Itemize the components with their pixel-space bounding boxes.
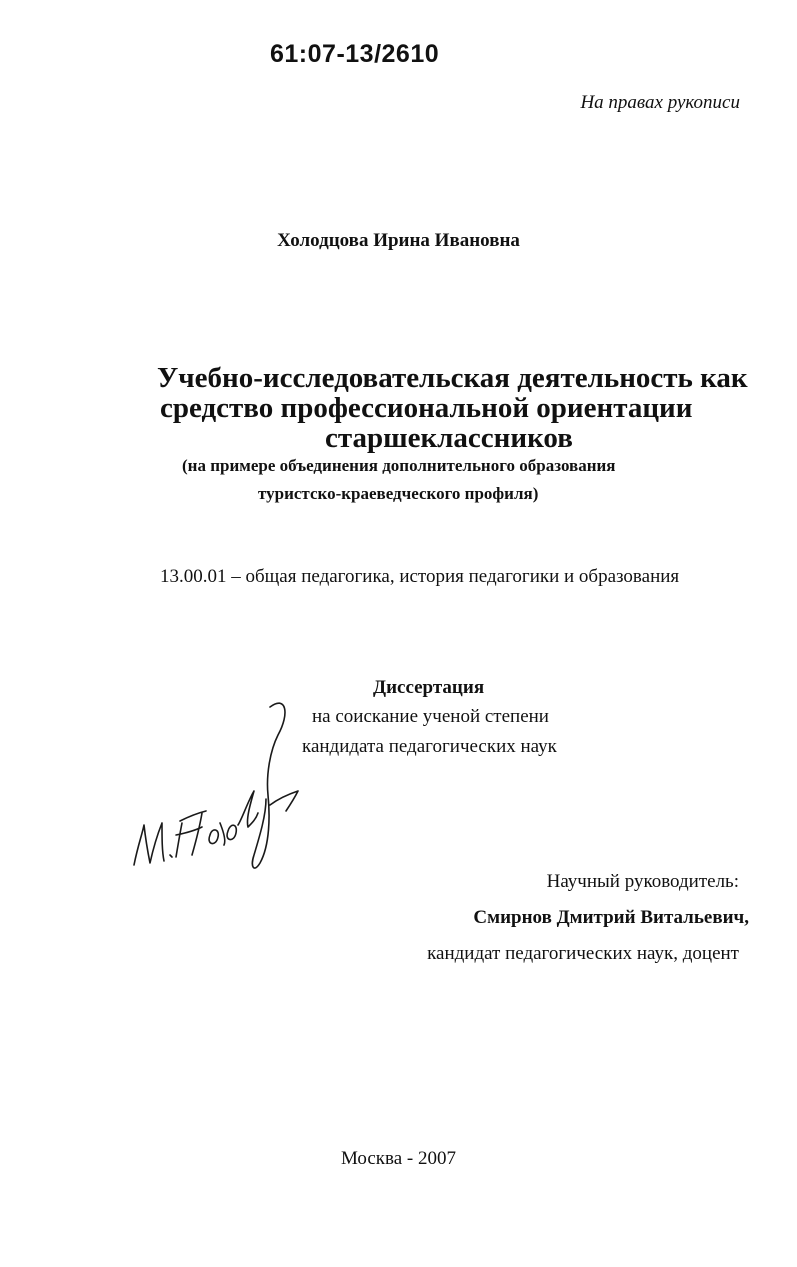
signature-stroke-tail: [270, 791, 298, 811]
catalog-number: 61:07-13/2610: [270, 40, 440, 68]
handwritten-signature: [120, 695, 305, 880]
title-line-2: средство профессиональной ориентации: [160, 392, 693, 424]
subtitle-line-1: (на примере объединения дополнительного образования: [182, 456, 616, 475]
supervisor-name: Смирнов Дмитрий Витальевич,: [473, 907, 749, 928]
city-year: Москва - 2007: [340, 1148, 457, 1169]
subtitle-line-2: туристско-краеведческого профиля): [258, 484, 539, 503]
title-line-3: старшеклассников: [325, 422, 573, 454]
signature-stroke-i: [134, 823, 164, 865]
supervisor-label: Научный руководитель:: [546, 871, 739, 892]
signature-stroke-kh: [176, 811, 206, 857]
signature-stroke-olod: [209, 791, 258, 845]
author-name: Холодцова Ирина Ивановна: [277, 230, 520, 251]
signature-stroke-dot: [170, 855, 172, 857]
specialty-code: 13.00.01 – общая педагогика, история педагогики и образования: [160, 566, 680, 587]
title-line-1: Учебно-исследовательская деятельность как: [157, 362, 748, 394]
supervisor-degree: кандидат педагогических наук, доцент: [427, 943, 739, 964]
dissertation-line-1: на соискание ученой степени: [312, 706, 549, 727]
signature-stroke-loop: [252, 703, 285, 868]
rights-note: На правах рукописи: [580, 92, 740, 113]
dissertation-heading: Диссертация: [373, 677, 485, 698]
dissertation-line-2: кандидата педагогических наук: [302, 736, 557, 757]
